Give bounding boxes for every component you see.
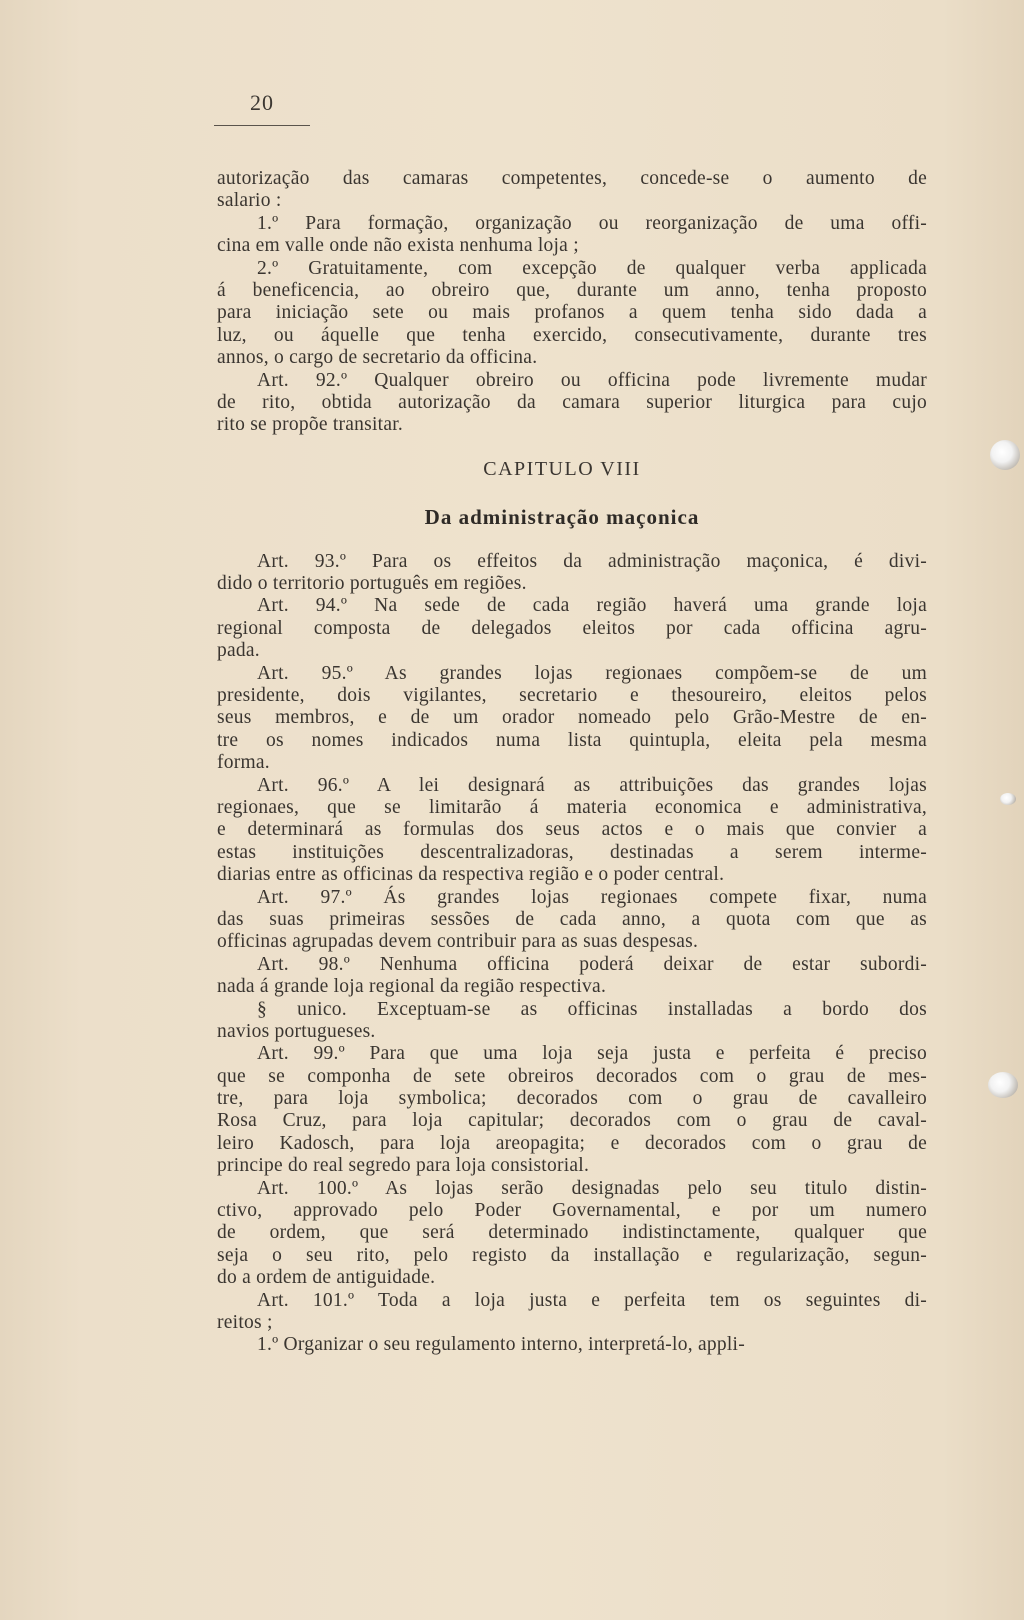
text-line: principe do real segredo para loja consistorial. <box>217 1155 590 1177</box>
paragraph <box>217 1334 927 1356</box>
paragraph <box>217 999 927 1044</box>
text-line: que se componha de sete obreiros decorados com o grau de mes- <box>217 1065 927 1087</box>
paragraph <box>217 775 927 887</box>
paragraph <box>217 1290 927 1335</box>
text-line: nada á grande loja regional da região respectiva. <box>217 976 607 998</box>
paragraph <box>217 168 927 213</box>
text-line: seus membros, e de um orador nomeado pelo Grão-Mestre de en- <box>217 707 927 729</box>
text-line: diarias entre as officinas da respectiva região e o poder central. <box>217 864 725 886</box>
text-line: navios portugueses. <box>217 1020 376 1042</box>
page-number: 20 <box>250 90 274 115</box>
paragraph <box>217 595 927 662</box>
text-line: officinas agrupadas devem contribuir para as suas despesas. <box>217 931 699 953</box>
text-line: luz, ou áquelle que tenha exercido, consecutivamente, durante tres <box>217 324 927 346</box>
text-line: leiro Kadosch, para loja areopagita; e decorados com o grau de <box>217 1132 927 1154</box>
text-line: Art. 101.º Toda a loja justa e perfeita tem os seguintes di- <box>257 1289 927 1311</box>
page-edge-mark <box>988 1072 1018 1098</box>
header-rule <box>214 125 310 126</box>
text-line: § unico. Exceptuam-se as officinas installadas a bordo dos <box>257 998 927 1020</box>
text-line: Art. 100.º As lojas serão designadas pelo seu titulo distin- <box>257 1177 927 1199</box>
paragraph <box>217 954 927 999</box>
text-line: regional composta de delegados eleitos por cada officina agru- <box>217 617 927 639</box>
text-line: Rosa Cruz, para loja capitular; decorados com o grau de caval- <box>217 1110 927 1132</box>
paragraph <box>217 1043 927 1177</box>
text-line: rito se propõe transitar. <box>217 414 404 436</box>
paragraph <box>217 1178 927 1290</box>
text-line: para iniciação sete ou mais profanos a quem tenha sido dada a <box>217 302 927 324</box>
page-edge-mark <box>1000 793 1016 805</box>
text-line: annos, o cargo de secretario da officina. <box>217 347 538 369</box>
text-line: do a ordem de antiguidade. <box>217 1267 436 1289</box>
text-line: das suas primeiras sessões de cada anno, a quota com que as <box>217 908 927 930</box>
text-line: Art. 92.º Qualquer obreiro ou officina pode livremente mudar <box>257 369 927 391</box>
text-line: seja o seu rito, pelo registo da installação e regularização, segun- <box>217 1244 927 1266</box>
text-line: de rito, obtida autorização da camara superior liturgica para cujo <box>217 391 927 413</box>
text-line: cina em valle onde não exista nenhuma loja ; <box>217 235 579 257</box>
paragraphs-after-chapter <box>217 551 927 1357</box>
text-line: Art. 99.º Para que uma loja seja justa e perfeita é preciso <box>257 1043 927 1065</box>
text-line: 2.º Gratuitamente, com excepção de qualquer verba applicada <box>257 257 927 279</box>
text-line: 1.º Para formação, organização ou reorganização de uma offi- <box>257 212 927 234</box>
paragraph <box>217 551 927 596</box>
paragraph <box>217 258 927 370</box>
text-line: forma. <box>217 752 270 774</box>
text-line: estas instituições descentralizadoras, destinadas a serem interme- <box>217 841 927 863</box>
text-line: tre os nomes indicados numa lista quintupla, eleita pela mesma <box>217 729 927 751</box>
text-line: e determinará as formulas dos seus actos e o mais que convier a <box>217 819 927 841</box>
chapter-heading: CAPITULO VIII <box>483 457 641 480</box>
text-line: autorização das camaras competentes, concede-se o aumento de <box>217 168 927 189</box>
text-line: tre, para loja symbolica; decorados com o grau de cavalleiro <box>217 1088 927 1110</box>
text-line: Art. 94.º Na sede de cada região haverá uma grande loja <box>257 595 927 617</box>
text-line: dido o territorio português em regiões. <box>217 573 527 595</box>
text-line: presidente, dois vigilantes, secretario e thesoureiro, eleitos pelos <box>217 685 927 707</box>
text-line: pada. <box>217 640 260 662</box>
text-line: Art. 97.º Ás grandes lojas regionaes compete fixar, numa <box>257 886 927 908</box>
text-line: reitos ; <box>217 1311 273 1333</box>
paragraphs-before-chapter <box>217 168 927 437</box>
text-line: regionaes, que se limitarão á materia economica e administrativa, <box>217 796 927 818</box>
text-line: Art. 96.º A lei designará as attribuições das grandes lojas <box>257 774 927 796</box>
body-text <box>217 168 927 1357</box>
chapter-title: Da administração maçonica <box>424 504 700 529</box>
text-line: ctivo, approvado pelo Poder Governamental, e por um numero <box>217 1200 927 1222</box>
text-line: á beneficencia, ao obreiro que, durante um anno, tenha proposto <box>217 279 927 301</box>
text-line: de ordem, que será determinado indistinctamente, qualquer que <box>217 1222 927 1244</box>
text-line: Art. 98.º Nenhuma officina poderá deixar de estar subordi- <box>257 953 927 975</box>
paragraph <box>217 663 927 775</box>
page-edge-mark <box>990 440 1020 470</box>
paragraph <box>217 887 927 954</box>
text-line: Art. 93.º Para os effeitos da administração maçonica, é divi- <box>257 550 927 572</box>
text-line: salario : <box>217 190 282 212</box>
paragraph <box>217 370 927 437</box>
text-line: Art. 95.º As grandes lojas regionaes compõem-se de um <box>257 662 927 684</box>
text-line: 1.º Organizar o seu regulamento interno, interpretá-lo, appli- <box>257 1334 745 1356</box>
paragraph <box>217 213 927 258</box>
